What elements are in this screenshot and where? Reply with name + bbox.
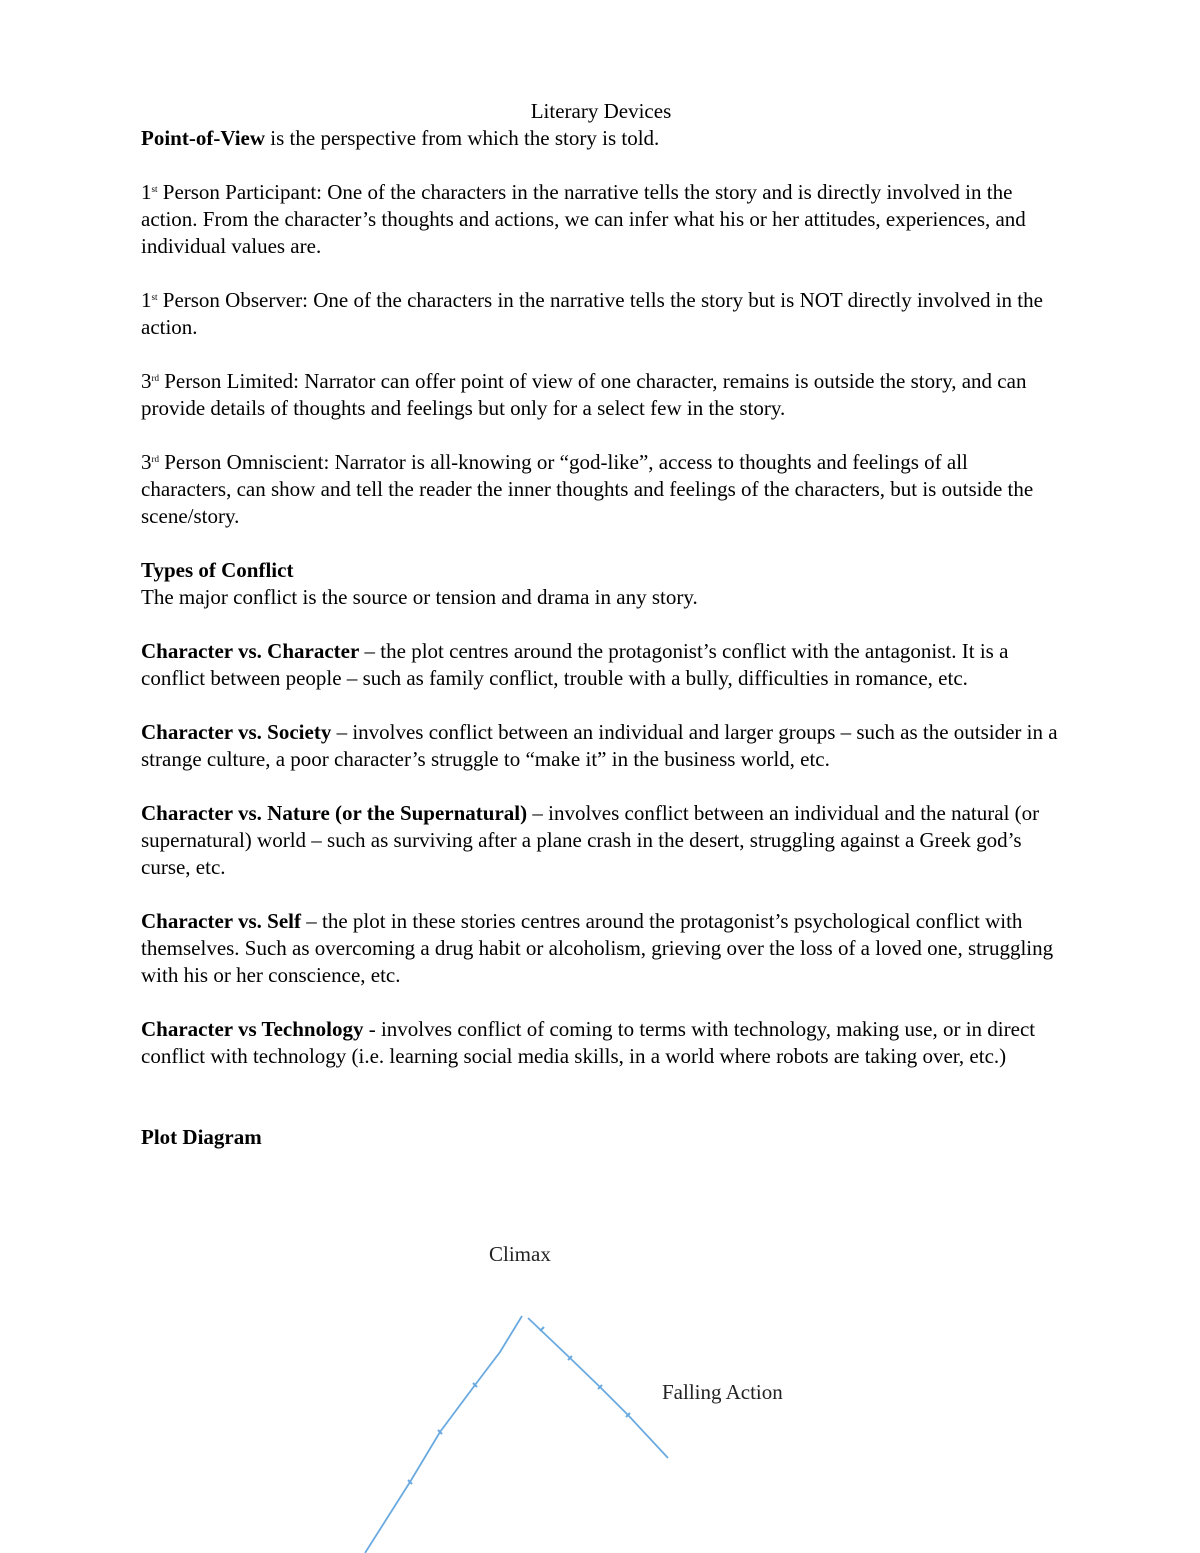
pov-term: Point-of-View [141,126,266,150]
pov-item-first-participant: 1st Person Participant: One of the characters in the narrative tells the story and is directly involved in the action. From the character’s thoughts and actions, we can infer what his or her attitudes, experiences, and individual values are. [141,180,1026,258]
conflict-item-nature: Character vs. Nature (or the Supernatural) – involves conflict between an individual and the natural (or supernatural) world – such as surviving after a plane crash in the desert, struggling against a Greek god’s curse, etc. [141,801,1040,879]
plot-heading: Plot Diagram [141,1125,262,1149]
pov-definition-text: is the perspective from which the story is told. [265,126,660,150]
plot-line-ticks [408,1327,630,1484]
falling-action-label: Falling Action [662,1380,783,1404]
conflict-item-society: Character vs. Society – involves conflict between an individual and larger groups – such as the outsider in a strange culture, a poor character’s struggle to “make it” in the business world, etc. [141,720,1058,771]
conflict-heading: Types of Conflict [141,558,294,582]
document-page [141,98,1061,1151]
climax-label: Climax [489,1242,551,1266]
pov-item-third-limited: 3rd Person Limited: Narrator can offer point of view of one character, remains is outside the story, and can provide details of thoughts and feelings but only for a select few in the story. [141,369,1027,420]
pov-item-third-omniscient: 3rd Person Omniscient: Narrator is all-knowing or “god-like”, access to thoughts and feelings of all characters, can show and tell the reader the inner thoughts and feelings of the characters, but is outside the scene/story. [141,450,1034,528]
conflict-item-self: Character vs. Self – the plot in these stories centres around the protagonist’s psychological conflict with themselves. Such as overcoming a drug habit or alcoholism, grieving over the loss of a loved one, struggling with his or her conscience, etc. [141,909,1054,987]
conflict-item-technology: Character vs Technology - involves conflict of coming to terms with technology, making use, or in direct conflict with technology (i.e. learning social media skills, in a world where robots are taking over, etc.) [141,1017,1036,1068]
conflict-item-character: Character vs. Character – the plot centres around the protagonist’s conflict with the antagonist. It is a conflict between people – such as family conflict, trouble with a bully, difficulties in romance, etc. [141,639,1009,690]
conflict-intro: The major conflict is the source or tension and drama in any story. [141,585,698,609]
pov-item-first-observer: 1st Person Observer: One of the characters in the narrative tells the story but is NOT directly involved in the action. [141,288,1043,339]
pov-definition [141,125,1061,152]
falling-action-line [528,1318,668,1458]
rising-action-line [365,1316,522,1553]
document-title: Literary Devices [530,99,672,123]
